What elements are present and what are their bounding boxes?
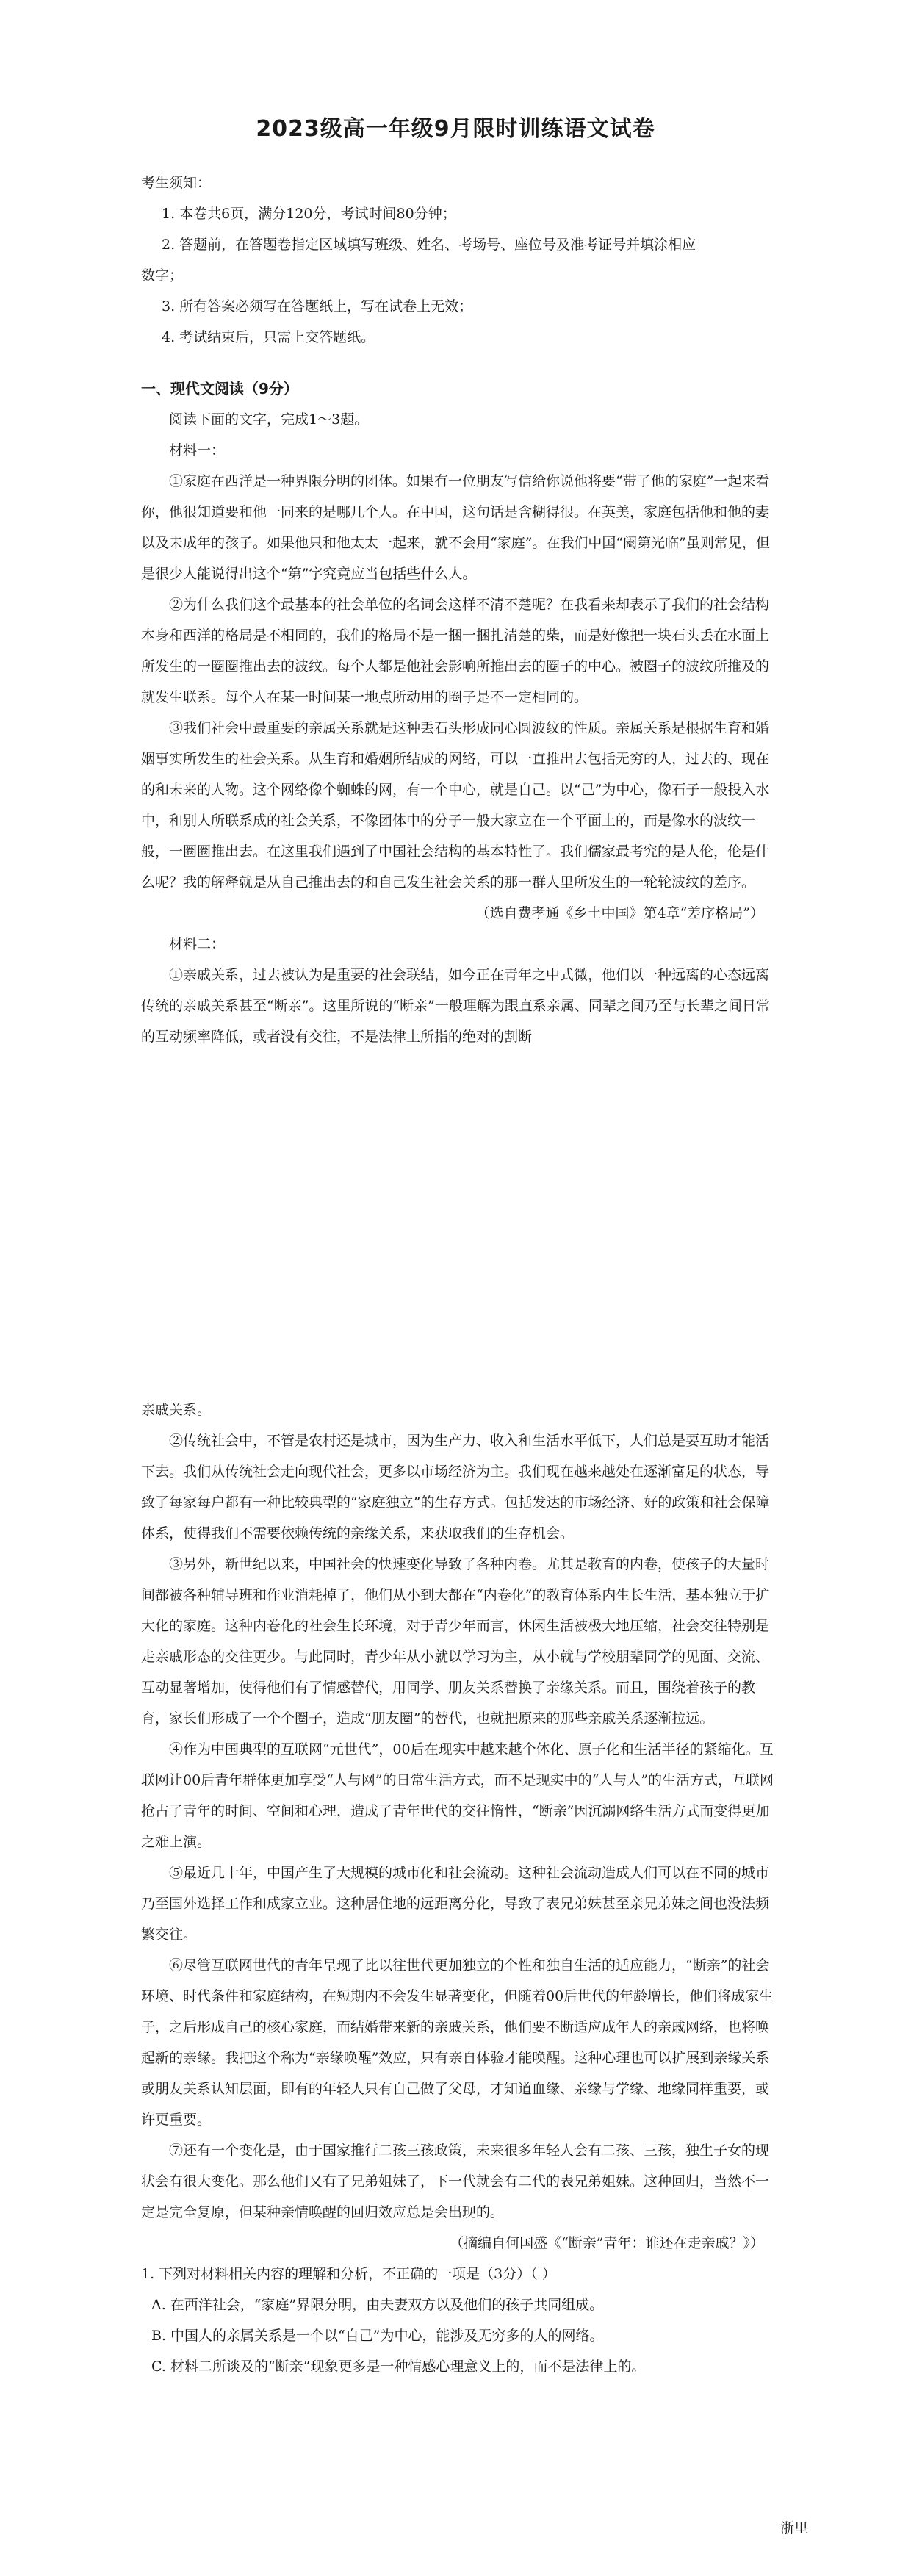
material2-paragraph: ①亲戚关系，过去被认为是重要的社会联结，如今正在青年之中式微，他们以一种远离的心态远离传统的亲戚关系甚至“断亲”。这里所说的“断亲”一般理解为跟直系亲属、同辈之间乃至与长辈之间日常的互动频率降低，或者没有交往，不是法律上所指的绝对的割断	[141, 967, 770, 1045]
question-1-option-c: C. 材料二所谈及的“断亲”现象更多是一种情感心理意义上的，而不是法律上的。	[151, 2359, 646, 2375]
notice-item: 3. 所有答案必须写在答题纸上，写在试卷上无效；	[162, 298, 473, 314]
notice-item: 1. 本卷共6页，满分120分，考试时间80分钟；	[162, 206, 456, 222]
material2-paragraph: ③另外，新世纪以来，中国社会的快速变化导致了各种内卷。尤其是教育的内卷，使孩子的大量时间都被各种辅导班和作业消耗掉了，他们从小到大都在“内卷化”的教育体系内生长生活，基本独立于扩大化的家庭。这种内卷化的社会生长环境，对于青少年而言，休闲生活被极大地压缩，社会交往特别是走亲戚形态的交往更少。与此同时，青少年从小就以学习为主，从小就与学校朋辈同学的见面、交流、互动显著增加，使得他们有了情感替代，用同学、朋友关系替换了亲缘关系。而且，围绕着孩子的教育，家长们形成了一个个圈子，造成“朋友圈”的替代，也就把原来的那些亲戚关系逐渐拉远。	[141, 1556, 770, 1727]
footer-text: 浙里	[779, 2520, 808, 2536]
question-1-option-b: B. 中国人的亲属关系是一个以“自己”为中心，能涉及无穷多的人的网络。	[151, 2328, 604, 2344]
exam-title: 2023级高一年级9月限时训练语文试卷	[256, 116, 655, 142]
question-1-stem: 1. 下列对材料相关内容的理解和分析，不正确的一项是（3分）（ ）	[141, 2266, 556, 2282]
reading-section-part2	[141, 1395, 780, 2382]
material1-paragraph: ③我们社会中最重要的亲属关系就是这种丢石头形成同心圆波纹的性质。亲属关系是根据生育和婚姻事实所发生的社会关系。从生育和婚姻所结成的网络，可以一直推出去包括无穷的人，过去的、现在的和未来的人物。这个网络像个蜘蛛的网，有一个中心，就是自己。以“己”为中心，像石子一般投入水中，和别人所联系成的社会关系，不像团体中的分子一般大家立在一个平面上的，而是像水的波纹一般，一圈圈推出去。在这里我们遇到了中国社会结构的基本特性了。我们儒家最考究的是人伦，伦是什么呢？我的解释就是从自己推出去的和自己发生社会关系的那一群人里所发生的一轮轮波纹的差序。	[141, 720, 770, 891]
notice-heading: 考生须知：	[141, 175, 212, 191]
reading-section-part1	[141, 373, 780, 1052]
material2-paragraph: ⑤最近几十年，中国产生了大规模的城市化和社会流动。这种社会流动造成人们可以在不同的城市乃至国外选择工作和成家立业。这种居住地的远距离分化，导致了表兄弟妹甚至亲兄弟妹之间也没法频繁交往。	[141, 1865, 770, 1943]
question-1-option-a: A. 在西洋社会，“家庭”界限分明，由夫妻双方以及他们的孩子共同组成。	[151, 2297, 604, 2313]
material1-paragraph: ②为什么我们这个最基本的社会单位的名词会这样不清不楚呢？在我看来却表示了我们的社会结构本身和西洋的格局是不相同的，我们的格局不是一捆一捆扎清楚的柴，而是好像把一块石头丢在水面上所发生的一圈圈推出去的波纹。每个人都是他社会影响所推出去的圈子的中心。被圈子的波纹所推及的就发生联系。每个人在某一时间某一地点所动用的圈子是不一定相同的。	[141, 597, 770, 705]
material2-paragraph: ④作为中国典型的互联网“元世代”，00后在现实中越来越个体化、原子化和生活半径的紧缩化。互联网让00后青年群体更加享受“人与网”的日常生活方式，而不是现实中的“人与人”的生活方式，互联网抢占了青年的时间、空间和心理，造成了青年世代的交往惰性，“断亲”因沉溺网络生活方式而变得更加之难上演。	[141, 1741, 774, 1850]
material2-label: 材料二：	[169, 936, 226, 952]
material2-paragraph: ⑥尽管互联网世代的青年呈现了比以往世代更加独立的个性和独自生活的适应能力，“断亲”的社会环境、时代条件和家庭结构，在短期内不会发生显著变化，但随着00后世代的年龄增长，他们将成家生子，之后形成自己的核心家庭，而结婚带来新的亲戚关系，他们要不断适应成年人的亲戚网络，也将唤起新的亲缘。我把这个称为“亲缘唤醒”效应，只有亲自体验才能唤醒。这种心理也可以扩展到亲缘关系或朋友关系认知层面，即有的年轻人只有自己做了父母，才知道血缘、亲缘与学缘、地缘同样重要，或许更重要。	[141, 1957, 774, 2128]
section-heading: 一、现代文阅读（9分）	[141, 380, 298, 397]
material2-paragraph: ②传统社会中，不管是农村还是城市，因为生产力、收入和生活水平低下，人们总是要互助才能活下去。我们从传统社会走向现代社会，更多以市场经济为主。我们现在越来越处在逐渐富足的状态，导致了每家每户都有一种比较典型的“家庭独立”的生存方式。包括发达的市场经济、好的政策和社会保障体系，使得我们不需要依赖传统的亲缘关系，来获取我们的生存机会。	[141, 1433, 770, 1541]
material2-source: （摘编自何国盛《“断亲”青年：谁还在走亲戚？》）	[450, 2235, 764, 2251]
notice-item: 4. 考试结束后，只需上交答题纸。	[162, 329, 375, 345]
material1-label: 材料一：	[169, 442, 226, 458]
material1-paragraph: ①家庭在西洋是一种界限分明的团体。如果有一位朋友写信给你说他将要“带了他的家庭”一起来看你，他很知道要和他一同来的是哪几个人。在中国，这句话是含糊得很。在英美，家庭包括他和他的妻以及未成年的孩子。如果他只和他太太一起来，就不会用“家庭”。在我们中国“阖第光临”虽则常见，但是很少人能说得出这个“第”字究竟应当包括些什么人。	[141, 473, 770, 582]
material2-paragraph-continuation: 亲戚关系。	[141, 1402, 212, 1418]
material1-source: （选自费孝通《乡土中国》第4章“差序格局”）	[475, 905, 764, 921]
notice-item: 2. 答题前，在答题卷指定区域填写班级、姓名、考场号、座位号及准考证号并填涂相应	[162, 237, 696, 253]
notice-item: 数字；	[141, 267, 184, 284]
notice-block	[141, 168, 780, 353]
section-instruction: 阅读下面的文字，完成1～3题。	[169, 411, 369, 428]
material2-paragraph: ⑦还有一个变化是，由于国家推行二孩三孩政策，未来很多年轻人会有二孩、三孩，独生子女的现状会有很大变化。那么他们又有了兄弟姐妹了，下一代就会有二代的表兄弟姐妹。这种回归，当然不一定是完全复原，但某种亲情唤醒的回归效应总是会出现的。	[141, 2143, 770, 2220]
